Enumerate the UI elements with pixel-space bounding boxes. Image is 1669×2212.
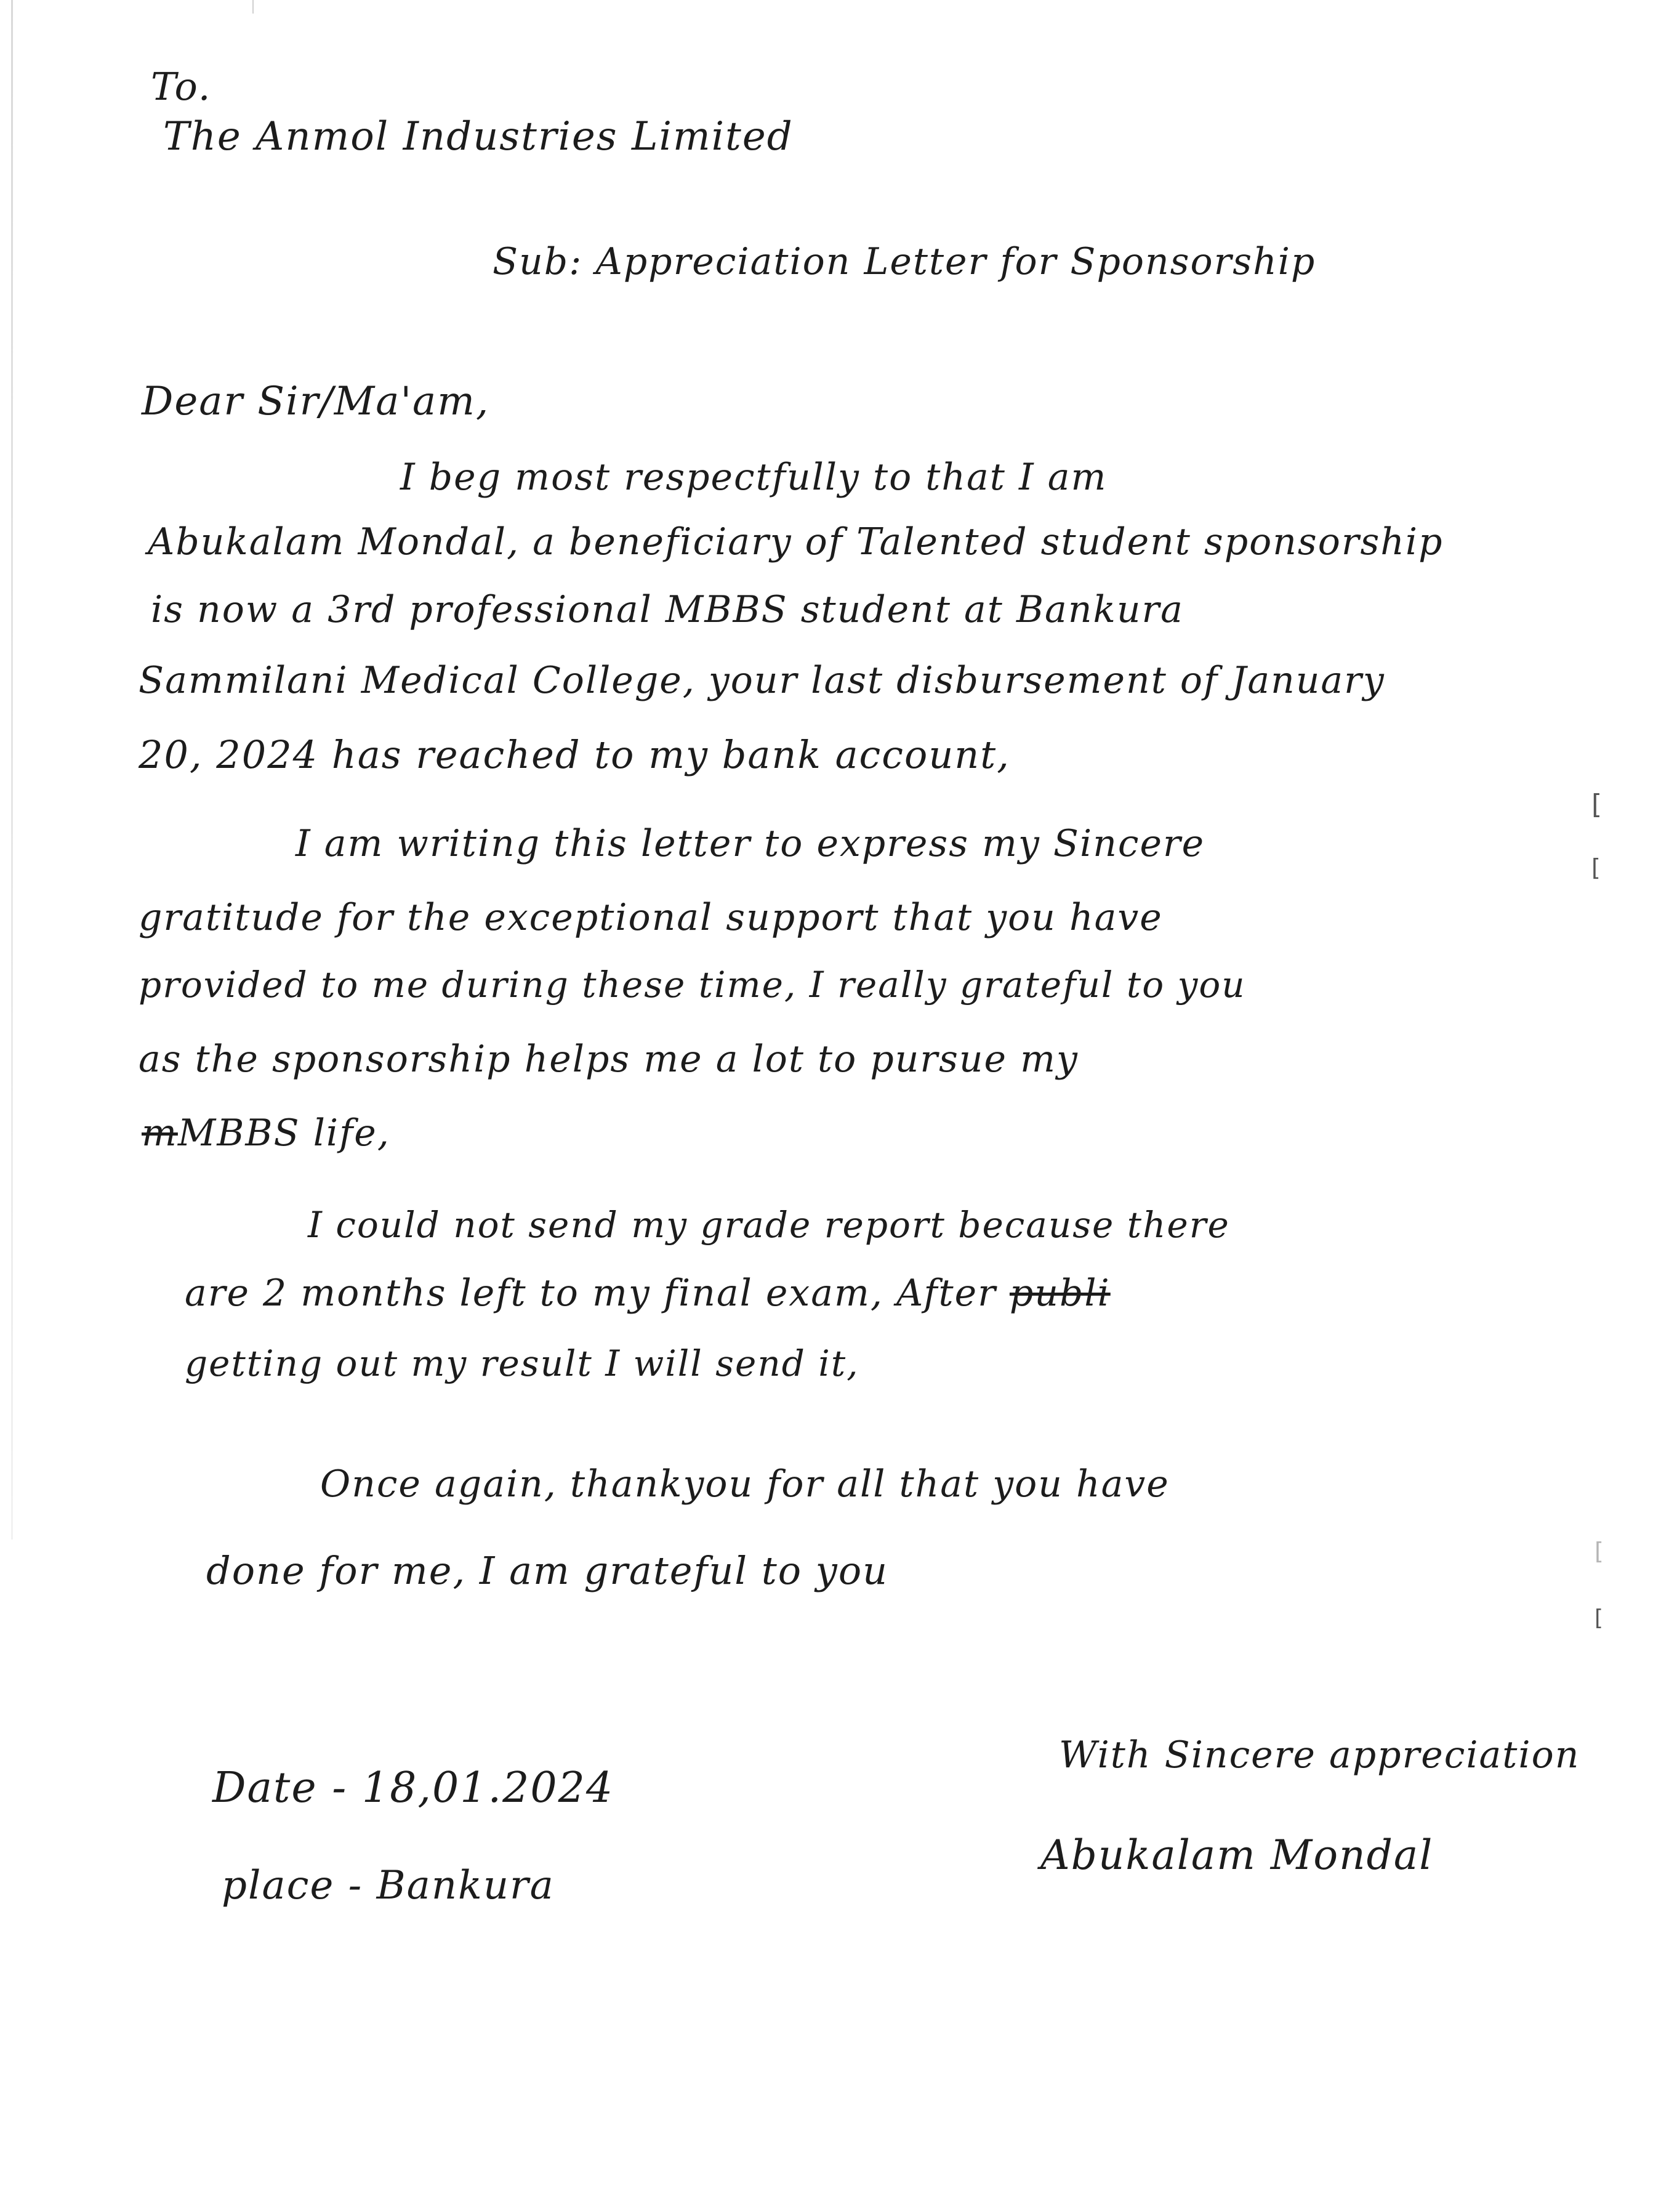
paragraph3-line1: I could not send my grade report because there <box>308 1204 1230 1246</box>
closing-line: With Sincere appreciation <box>1059 1734 1580 1777</box>
salutation: Dear Sir/Ma'am, <box>142 379 490 424</box>
paragraph3-line2-text: are 2 months left to my final exam, After <box>185 1272 997 1315</box>
paragraph3-line2 <box>185 1272 1111 1315</box>
scan-tick-mark <box>252 0 254 14</box>
paragraph2-line4: as the sponsorship helps me a lot to pursue my <box>139 1038 1079 1081</box>
paragraph4-line1: Once again, thankyou for all that you have <box>320 1463 1170 1506</box>
paragraph2-line3: provided to me during these time, I really grateful to you <box>139 964 1246 1006</box>
signature: Abukalam Mondal <box>1040 1831 1434 1879</box>
margin-bracket-2: [ <box>1591 854 1601 881</box>
page-left-edge <box>11 0 13 1540</box>
paragraph2-line5 <box>142 1112 390 1155</box>
margin-bracket-4: [ <box>1595 1605 1604 1631</box>
paragraph1-line5: 20, 2024 has reached to my bank account, <box>139 732 1010 777</box>
paragraph1-line1: I beg most respectfully to that I am <box>400 456 1108 499</box>
recipient-name: The Anmol Industries Limited <box>163 114 794 159</box>
struck-out-word: publi <box>1009 1272 1111 1315</box>
margin-bracket-1: [ <box>1591 789 1603 820</box>
place-line: place - Bankura <box>222 1863 555 1908</box>
paragraph1-line4: Sammilani Medical College, your last disbursement of January <box>139 659 1385 702</box>
struck-out-letter: m <box>142 1112 178 1155</box>
margin-bracket-3: [ <box>1595 1538 1604 1565</box>
subject-line: Sub: Appreciation Letter for Sponsorship <box>493 240 1316 283</box>
paragraph4-line2: done for me, I am grateful to you <box>206 1548 889 1593</box>
date-line: Date - 18,01.2024 <box>212 1764 614 1812</box>
mbbs-life-text: MBBS life, <box>177 1112 390 1155</box>
paragraph2-line2: gratitude for the exceptional support that you have <box>139 896 1163 939</box>
paragraph3-line3: getting out my result I will send it, <box>185 1342 859 1384</box>
paragraph1-line3: is now a 3rd professional MBBS student at Bankura <box>151 588 1184 631</box>
to-line: To. <box>151 64 212 109</box>
paragraph2-line1: I am writing this letter to express my Sincere <box>296 822 1205 865</box>
paragraph1-line2: Abukalam Mondal, a beneficiary of Talented student sponsorship <box>148 520 1444 563</box>
